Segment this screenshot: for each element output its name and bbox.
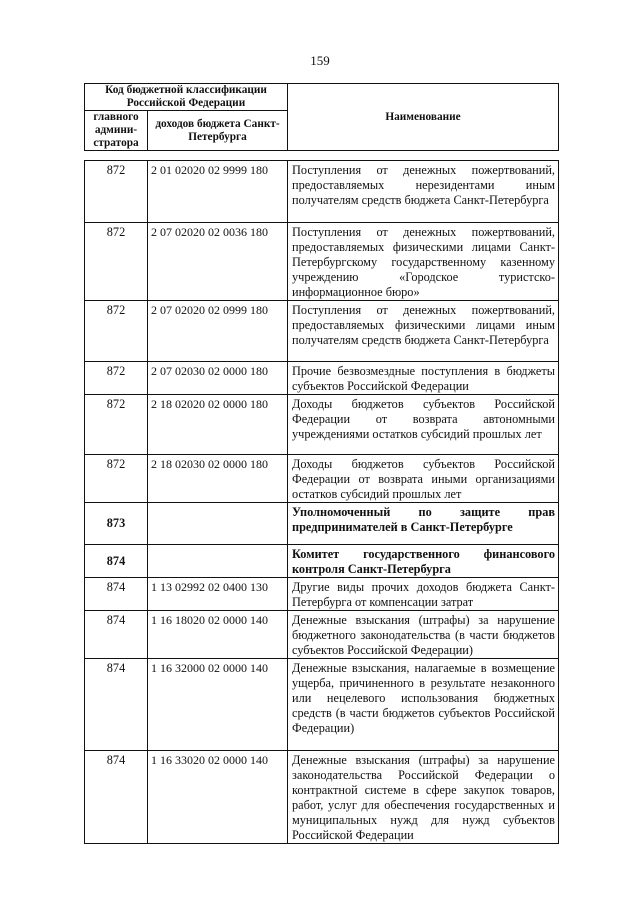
cell-admin-code: 874	[85, 659, 148, 751]
cell-name: Уполномоченный по защите прав предпринимателей в Санкт-Петербурге	[288, 503, 559, 545]
cell-revenue-code: 2 07 02020 02 0036 180	[148, 223, 288, 301]
cell-name: Поступления от денежных пожертвований, предоставляемых физическими лицами Санкт-Петербургскому государственному казенному учреждению «Городское туристско-информационное бюро»	[288, 223, 559, 301]
table-row	[85, 578, 559, 611]
table-row	[85, 751, 559, 844]
table-row	[85, 545, 559, 578]
cell-admin-code: 872	[85, 395, 148, 455]
cell-name: Другие виды прочих доходов бюджета Санкт-Петербурга от компенсации затрат	[288, 578, 559, 611]
cell-name: Комитет государственного финансового контроля Санкт-Петербурга	[288, 545, 559, 578]
cell-admin-code: 873	[85, 503, 148, 545]
header-name: Наименование	[288, 84, 559, 151]
cell-revenue-code: 1 16 33020 02 0000 140	[148, 751, 288, 844]
cell-name: Поступления от денежных пожертвований, предоставляемых физическими лицами иным получателям средств бюджета Санкт-Петербурга	[288, 301, 559, 362]
table-row	[85, 455, 559, 503]
cell-revenue-code: 2 01 02020 02 9999 180	[148, 161, 288, 223]
table-body	[85, 161, 559, 844]
table-row	[85, 503, 559, 545]
cell-admin-code: 872	[85, 301, 148, 362]
table-row	[85, 362, 559, 395]
cell-admin-code: 872	[85, 362, 148, 395]
cell-revenue-code: 1 13 02992 02 0400 130	[148, 578, 288, 611]
cell-name: Поступления от денежных пожертвований, предоставляемых нерезидентами иным получателям средств бюджета Санкт-Петербурга	[288, 161, 559, 223]
cell-name: Денежные взыскания, налагаемые в возмещение ущерба, причиненного в результате незаконного или нецелевого использования бюджетных средств (в части бюджетов субъектов Российской Федерации)	[288, 659, 559, 751]
table-header	[84, 83, 559, 151]
table-row	[85, 301, 559, 362]
cell-revenue-code	[148, 503, 288, 545]
header-admin: главного админи-стратора	[85, 111, 148, 151]
cell-revenue-code: 2 18 02030 02 0000 180	[148, 455, 288, 503]
cell-admin-code: 874	[85, 611, 148, 659]
page-number: 159	[310, 53, 330, 68]
cell-revenue-code: 1 16 18020 02 0000 140	[148, 611, 288, 659]
cell-name: Доходы бюджетов субъектов Российской Федерации от возврата автономными учреждениями остатков субсидий прошлых лет	[288, 395, 559, 455]
cell-admin-code: 872	[85, 223, 148, 301]
cell-admin-code: 872	[85, 455, 148, 503]
cell-revenue-code: 1 16 32000 02 0000 140	[148, 659, 288, 751]
header-revenue: доходов бюджета Санкт-Петербурга	[148, 111, 288, 151]
table-row	[85, 161, 559, 223]
table-row	[85, 659, 559, 751]
header-classification: Код бюджетной классификации Российской Федерации	[85, 84, 288, 111]
cell-admin-code: 874	[85, 578, 148, 611]
cell-name: Денежные взыскания (штрафы) за нарушение законодательства Российской Федерации о контрактной системе в сфере закупок товаров, работ, услуг для обеспечения государственных и муниципальных нужд для нужд субъектов Российской Федерации	[288, 751, 559, 844]
cell-revenue-code: 2 07 02030 02 0000 180	[148, 362, 288, 395]
cell-admin-code: 874	[85, 545, 148, 578]
cell-revenue-code: 2 07 02020 02 0999 180	[148, 301, 288, 362]
cell-admin-code: 874	[85, 751, 148, 844]
table-row	[85, 223, 559, 301]
cell-revenue-code	[148, 545, 288, 578]
table-row	[85, 395, 559, 455]
budget-codes-table	[84, 160, 559, 844]
cell-name: Денежные взыскания (штрафы) за нарушение бюджетного законодательства (в части бюджетов субъектов Российской Федерации)	[288, 611, 559, 659]
cell-admin-code: 872	[85, 161, 148, 223]
cell-revenue-code: 2 18 02020 02 0000 180	[148, 395, 288, 455]
table-row	[85, 611, 559, 659]
cell-name: Прочие безвозмездные поступления в бюджеты субъектов Российской Федерации	[288, 362, 559, 395]
cell-name: Доходы бюджетов субъектов Российской Федерации от возврата иными организациями остатков субсидий прошлых лет	[288, 455, 559, 503]
